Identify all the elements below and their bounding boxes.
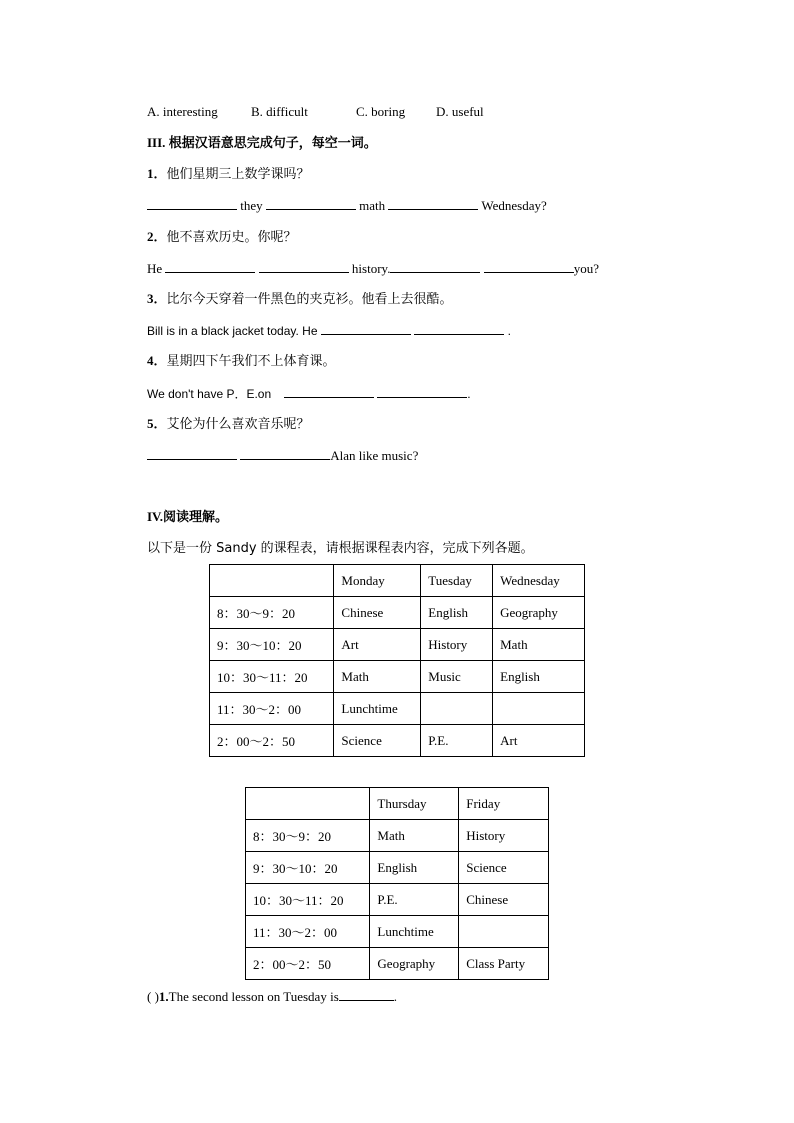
- time-cell: 11：30～2：00: [210, 693, 334, 725]
- table-row: [210, 597, 585, 629]
- answer-blank[interactable]: [259, 260, 349, 273]
- q4-chinese: [147, 353, 336, 370]
- q3-word-1: .: [507, 324, 511, 338]
- subject-cell: Art: [493, 725, 585, 757]
- time-cell: 11：30～2：00: [246, 916, 370, 948]
- answer-blank[interactable]: [377, 385, 467, 398]
- table-header-cell: Friday: [459, 788, 549, 820]
- q2-word-2: you?: [573, 261, 599, 276]
- table-row: [246, 948, 549, 980]
- table-row: [210, 629, 585, 661]
- section3-heading: [147, 135, 377, 152]
- table-row: [210, 725, 585, 757]
- answer-blank[interactable]: [339, 988, 394, 1001]
- table-row: [210, 693, 585, 725]
- subject-cell: Class Party: [459, 948, 549, 980]
- q3-chinese: [147, 291, 453, 308]
- subject-cell: Math: [370, 820, 459, 852]
- answer-blank[interactable]: [284, 385, 374, 398]
- q5-english: [147, 447, 418, 464]
- q5-chinese: [147, 416, 310, 433]
- table-header-cell: [246, 788, 370, 820]
- q2-chinese: [147, 229, 297, 246]
- section3-num: III.: [147, 135, 166, 150]
- q4-word-0: We don't have P．E.on: [147, 387, 272, 401]
- time-cell: 2：00～2：50: [246, 948, 370, 980]
- section3-title: 根据汉语意思完成句子，每空一词。: [168, 136, 377, 151]
- table-row: [246, 916, 549, 948]
- q1-cn-text: 他们星期三上数学课吗？: [166, 167, 310, 182]
- table-row: [210, 661, 585, 693]
- subject-cell: Math: [493, 629, 585, 661]
- table-header-row: [246, 788, 549, 820]
- q5-word-1: Alan like music?: [330, 448, 419, 463]
- answer-blank[interactable]: [266, 197, 356, 210]
- table-header-cell: Wednesday: [493, 565, 585, 597]
- option-c: C. boring: [356, 104, 406, 119]
- q1-chinese: [147, 166, 310, 183]
- table-header-row: [210, 565, 585, 597]
- subject-cell: English: [370, 852, 459, 884]
- table-header-cell: Monday: [334, 565, 421, 597]
- subject-cell: Art: [334, 629, 421, 661]
- subject-cell: Science: [334, 725, 421, 757]
- answer-blank[interactable]: [147, 197, 237, 210]
- subject-cell: Science: [459, 852, 549, 884]
- q5-number: 5．: [147, 416, 167, 431]
- q1-word-2: math: [359, 198, 386, 213]
- answer-blank[interactable]: [484, 260, 574, 273]
- subject-cell: English: [493, 661, 585, 693]
- subject-cell: P.E.: [370, 884, 459, 916]
- subject-cell: Lunchtime: [370, 916, 459, 948]
- option-a: A. interesting: [147, 104, 218, 119]
- subject-cell: [421, 693, 493, 725]
- subject-cell: [493, 693, 585, 725]
- q3-english: [147, 322, 511, 339]
- schedule-table-2: [245, 787, 549, 980]
- time-cell: 9：30～10：20: [246, 852, 370, 884]
- question-text: The second lesson on Tuesday is: [168, 989, 339, 1004]
- subject-cell: Geography: [493, 597, 585, 629]
- time-cell: 10：30～11：20: [210, 661, 334, 693]
- q2-number: 2．: [147, 229, 167, 244]
- section4-title: 阅读理解。: [163, 510, 229, 525]
- subject-cell: Chinese: [459, 884, 549, 916]
- subject-cell: History: [459, 820, 549, 852]
- section4-num: IV.: [147, 509, 164, 524]
- q2-word-0: He: [147, 261, 163, 276]
- table-header-cell: [210, 565, 334, 597]
- subject-cell: History: [421, 629, 493, 661]
- option-b: B. difficult: [251, 104, 308, 119]
- q4-number: 4．: [147, 353, 167, 368]
- section4-intro: 以下是一份 Sandy 的课程表，请根据课程表内容，完成下列各题。: [147, 541, 534, 556]
- section4-heading: [147, 509, 228, 526]
- subject-cell: P.E.: [421, 725, 493, 757]
- q5-cn-text: 艾伦为什么喜欢音乐呢？: [166, 417, 310, 432]
- subject-cell: [459, 916, 549, 948]
- q4-word-1: .: [467, 387, 471, 401]
- answer-blank[interactable]: [147, 447, 237, 460]
- answer-blank[interactable]: [240, 447, 330, 460]
- q1-english: [147, 197, 547, 214]
- q2-word-1: history.: [351, 261, 391, 276]
- q3-cn-text: 比尔今天穿着一件黑色的夹克衫。他看上去很酷。: [166, 292, 453, 307]
- answer-blank[interactable]: [321, 322, 411, 335]
- time-cell: 8：30～9：20: [246, 820, 370, 852]
- table-row: [246, 852, 549, 884]
- table-header-cell: Thursday: [370, 788, 459, 820]
- option-d: D. useful: [436, 104, 484, 119]
- q1-word-3: Wednesday?: [481, 198, 547, 213]
- q3-number: 3．: [147, 291, 167, 306]
- answer-blank[interactable]: [390, 260, 480, 273]
- time-cell: 2：00～2：50: [210, 725, 334, 757]
- subject-cell: Music: [421, 661, 493, 693]
- table-row: [246, 884, 549, 916]
- q1-word-1: they: [240, 198, 263, 213]
- q1-number: 1．: [147, 166, 167, 181]
- table-header-cell: Tuesday: [421, 565, 493, 597]
- q2-cn-text: 他不喜欢历史。你呢？: [166, 230, 297, 245]
- table-row: [246, 820, 549, 852]
- q2-english: [147, 260, 599, 277]
- schedule-table-1: [209, 564, 585, 757]
- q4-english: [147, 385, 471, 402]
- answer-blank[interactable]: [388, 197, 478, 210]
- time-cell: 9：30～10：20: [210, 629, 334, 661]
- time-cell: 8：30～9：20: [210, 597, 334, 629]
- time-cell: 10：30～11：20: [246, 884, 370, 916]
- question-number: 1.: [158, 989, 169, 1004]
- subject-cell: Math: [334, 661, 421, 693]
- answer-blank[interactable]: [165, 260, 255, 273]
- subject-cell: Lunchtime: [334, 693, 421, 725]
- subject-cell: English: [421, 597, 493, 629]
- question-end: .: [393, 989, 398, 1004]
- answer-blank[interactable]: [414, 322, 504, 335]
- reading-question-1: [147, 988, 397, 1005]
- q3-word-0: Bill is in a black jacket today. He: [147, 324, 318, 338]
- subject-cell: Geography: [370, 948, 459, 980]
- q4-cn-text: 星期四下午我们不上体育课。: [166, 354, 336, 369]
- subject-cell: Chinese: [334, 597, 421, 629]
- answer-paren[interactable]: ( ): [147, 989, 159, 1004]
